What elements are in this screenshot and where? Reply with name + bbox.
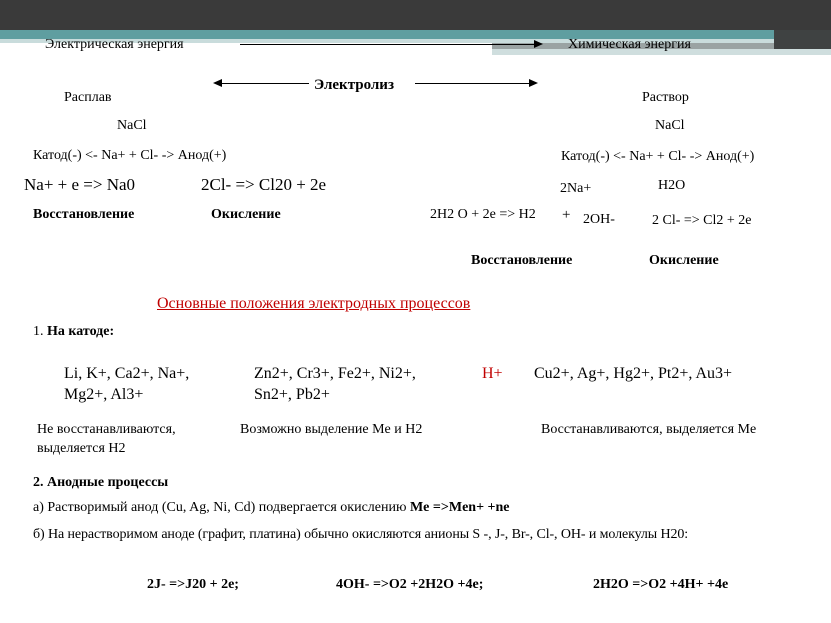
cathode-hydrogen-ion: H+ xyxy=(482,365,503,382)
main-title: Основные положения электродных процессов xyxy=(157,295,471,312)
solution-na-ion: 2Na+ xyxy=(560,181,592,196)
cathode-note3: Восстанавливаются, выделяется Me xyxy=(541,422,757,437)
cathode-group1-line1: Li, K+, Ca2+, Na+, xyxy=(64,365,190,382)
cathode-note1-line2: выделяется H2 xyxy=(37,441,126,456)
anode-item-a-equation: Me =>Men+ +ne xyxy=(409,500,510,515)
solution-water: H2O xyxy=(658,178,686,193)
arrow-right-icon xyxy=(534,40,543,48)
melt-oxidation: Окисление xyxy=(211,207,281,222)
solution-scheme: Катод(-) <- Na+ + Cl- -> Анод(+) xyxy=(561,149,755,164)
electrolysis-title: Электролиз xyxy=(314,77,394,93)
solution-anode-equation: 2 Cl- => Cl2 + 2e xyxy=(652,213,752,228)
cathode-group2-line1: Zn2+, Cr3+, Fe2+, Ni2+, xyxy=(254,365,416,382)
solution-reduction: Восстановление xyxy=(471,253,573,268)
anode-equation-iodide: 2J- =>J20 + 2e; xyxy=(147,577,239,592)
cathode-heading xyxy=(33,324,114,340)
cathode-note1-line1: Не восстанавливаются, xyxy=(37,422,176,437)
cathode-heading-number: 1. xyxy=(33,324,44,339)
header-corner-block xyxy=(774,30,831,49)
anode-heading: 2. Анодные процессы xyxy=(33,475,169,490)
melt-scheme: Катод(-) <- Na+ + Cl- -> Анод(+) xyxy=(33,148,227,163)
anode-item-a-text: а) Растворимый анод (Cu, Ag, Ni, Cd) подвергается окислению xyxy=(33,500,410,515)
cathode-group3: Cu2+, Ag+, Hg2+, Pt2+, Au3+ xyxy=(534,365,733,382)
cathode-heading-text: На катоде: xyxy=(47,324,115,339)
header-dark-bar xyxy=(0,0,831,30)
anode-equation-hydroxide: 4OH- =>O2 +2H2O +4e; xyxy=(336,577,484,592)
melt-salt: NaCl xyxy=(117,118,147,133)
anode-equation-water: 2H2O =>O2 +4H+ +4e xyxy=(593,577,729,592)
anode-item-a xyxy=(33,500,510,516)
arrow-right-icon-2 xyxy=(529,79,538,87)
energy-arrow-line xyxy=(240,44,536,45)
cathode-group2-line2: Sn2+, Pb2+ xyxy=(254,386,330,403)
electric-energy-label: Электрическая энергия xyxy=(45,37,184,52)
melt-anode-equation: 2Cl- => Cl20 + 2e xyxy=(201,175,327,194)
solution-hydroxide: 2OH- xyxy=(583,212,615,227)
solution-label: Раствор xyxy=(642,90,689,105)
chemical-energy-label: Химическая энергия xyxy=(568,37,691,52)
solution-oxidation: Окисление xyxy=(649,253,719,268)
solution-plus: + xyxy=(562,207,571,223)
melt-label: Расплав xyxy=(64,90,112,105)
solution-cathode-equation: 2H2 O + 2e => H2 xyxy=(430,207,536,222)
electrolysis-line-right xyxy=(415,83,530,84)
melt-reduction: Восстановление xyxy=(33,207,135,222)
cathode-group1-line2: Mg2+, Al3+ xyxy=(64,386,144,403)
electrolysis-line-left xyxy=(221,83,309,84)
cathode-note2: Возможно выделение Me и H2 xyxy=(240,422,423,437)
anode-item-b: б) На нерастворимом аноде (графит, платина) обычно окисляются анионы S -, J-, Br-, Cl-, OH- и молекулы H20: xyxy=(33,527,689,542)
melt-cathode-equation: Na+ + e => Na0 xyxy=(24,175,136,194)
solution-salt: NaCl xyxy=(655,118,685,133)
